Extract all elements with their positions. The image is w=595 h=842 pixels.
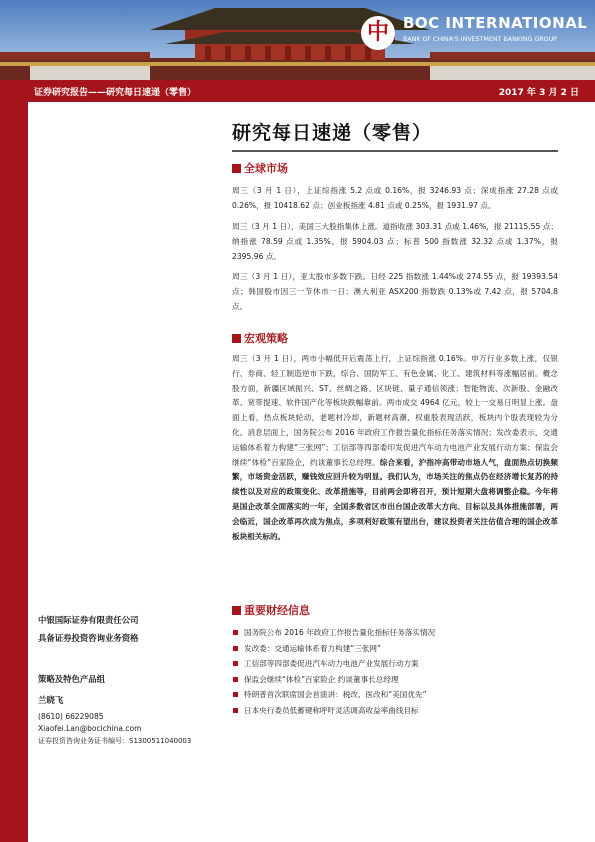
title-divider (232, 150, 558, 152)
section-global-market (232, 160, 288, 176)
report-date: 2017 年 3 月 2 日 (498, 88, 579, 98)
analyst-group: 策略及特色产品组 (38, 674, 105, 684)
report-type: 证券研究报告——研究每日速递（零售） (34, 88, 197, 98)
list-item: 工信部等四部委促进汽车动力电池产业发展行动方案 (232, 656, 562, 672)
macro-paragraph (232, 352, 558, 544)
section-bullet-icon (232, 606, 241, 615)
boc-logo-icon: 中 (361, 16, 395, 50)
left-accent-bar (0, 102, 28, 842)
section-heading: 宏观策略 (244, 332, 288, 345)
analyst-name: 兰晓飞 (38, 695, 64, 705)
global-market-para-2: 周三（3 月 1 日），美国三大股指集体上涨。道指收涨 303.31 点或 1.46%，报 21115.55 点；纳指涨 78.59 点或 1.35%，报 5904.03 点；标普 500 指数涨 32.32 点或 1.37%，报 2395.96 点。 (232, 222, 558, 261)
list-item: 保监会继续“体检”百家险企 约谈董事长总经理 (232, 672, 562, 688)
list-item: 国务院公布 2016 年政府工作报告量化指标任务落实情况 (232, 625, 562, 641)
logo-subtitle: BANK OF CHINA'S INVESTMENT BANKING GROUP (403, 36, 557, 43)
analyst-email[interactable]: Xiaofei.Lan@bocichina.com (38, 724, 142, 733)
section-bullet-icon (232, 334, 241, 343)
analyst-phone: (8610) 66229085 (38, 712, 104, 721)
report-info-bar (0, 80, 595, 102)
global-market-para-1: 周三（3 月 1 日），上证综指涨 5.2 点或 0.16%，报 3246.93 点；深成指涨 27.28 点或 0.26%，报 10418.62 点；创业板指涨 4.81 点或 0.25%，报 1931.97 点。 (232, 186, 558, 210)
list-item: 特朗普首次联席国会首演讲：税改、医改和“美国优先” (232, 687, 562, 703)
list-item: 发改委：交通运输体系着力构建“三张网” (232, 641, 562, 657)
macro-conclusion: 综合来看，沪指冲高带动市场人气，盘面热点切换频繁，市场资金活跃，赚钱效应回升较为明显。我们认为，市场关注的焦点仍在经济增长复苏的持续性以及对应的政策变化、改革措施等，目前两会即将召开，预计短期大盘将调整企稳。今年将是国企改革全面落实的一年，全国多数省区市出台国企改革大方向、目标以及具体措施部署，两会临近，国企改革再次成为焦点，多项利好政策有望出台，建议投资者关注估值合理的国企改革板块相关标的。 (232, 457, 559, 541)
list-item: 日本央行委员低蓄键称呼吁灵活调高收益率曲线目标 (232, 703, 562, 719)
news-list (232, 625, 562, 719)
analyst-cert: 证券投资咨询业务证书编号：S1300511040003 (38, 737, 192, 745)
section-macro (232, 330, 288, 346)
section-heading: 全球市场 (244, 162, 288, 175)
header-banner (0, 0, 595, 80)
section-news (232, 602, 310, 618)
company-name: 中银国际证券有限责任公司 (38, 615, 139, 625)
global-market-para-3: 周三（3 月 1 日），亚太股市多数下跌。日经 225 指数涨 1.44%或 274.55 点，报 19393.54 点；韩国股市因三一节休市一日；澳大利亚 ASX200 指数跌 0.13%或 7.42 点，报 5704.8 点。 (232, 272, 558, 311)
boc-international-logo (357, 14, 588, 60)
section-heading: 重要财经信息 (244, 604, 310, 617)
logo-name: BOC INTERNATIONAL (403, 14, 588, 32)
macro-text: 周三（3 月 1 日），两市小幅低开后震荡上行，上证综指涨 0.16%。申万行业多数上涨，仅银行、券商、轻工制造逆市下跌，综合、国防军工、有色金属、化工、建筑材料等涨幅居前。概念股方面，新疆区域振兴、ST、丝绸之路、区块链、量子通信领涨；智能物流、次新股、金融改革、宽带提速、软件国产化等板块跌幅靠前。两市成交 4964 亿元，较上一交易日明显上涨。盘面上看，热点板块轮动，老题材冷却，新题材高潮，权重股表现活跃，板块内个股表现较为分化。消息层面上，国务院公布 2016 年政府工作报告量化指标任务落实情况；发改委表示，交通运输体系着力构建“三张网”；工信部等四部委印发促进汽车动力电池产业发展行动方案；保监会继续“体检”百家险企，约谈董事长总经理。 (232, 354, 558, 467)
page-title: 研究每日速递（零售） (232, 122, 433, 144)
qualification: 具备证券投资咨询业务资格 (38, 633, 139, 643)
section-bullet-icon (232, 164, 241, 173)
